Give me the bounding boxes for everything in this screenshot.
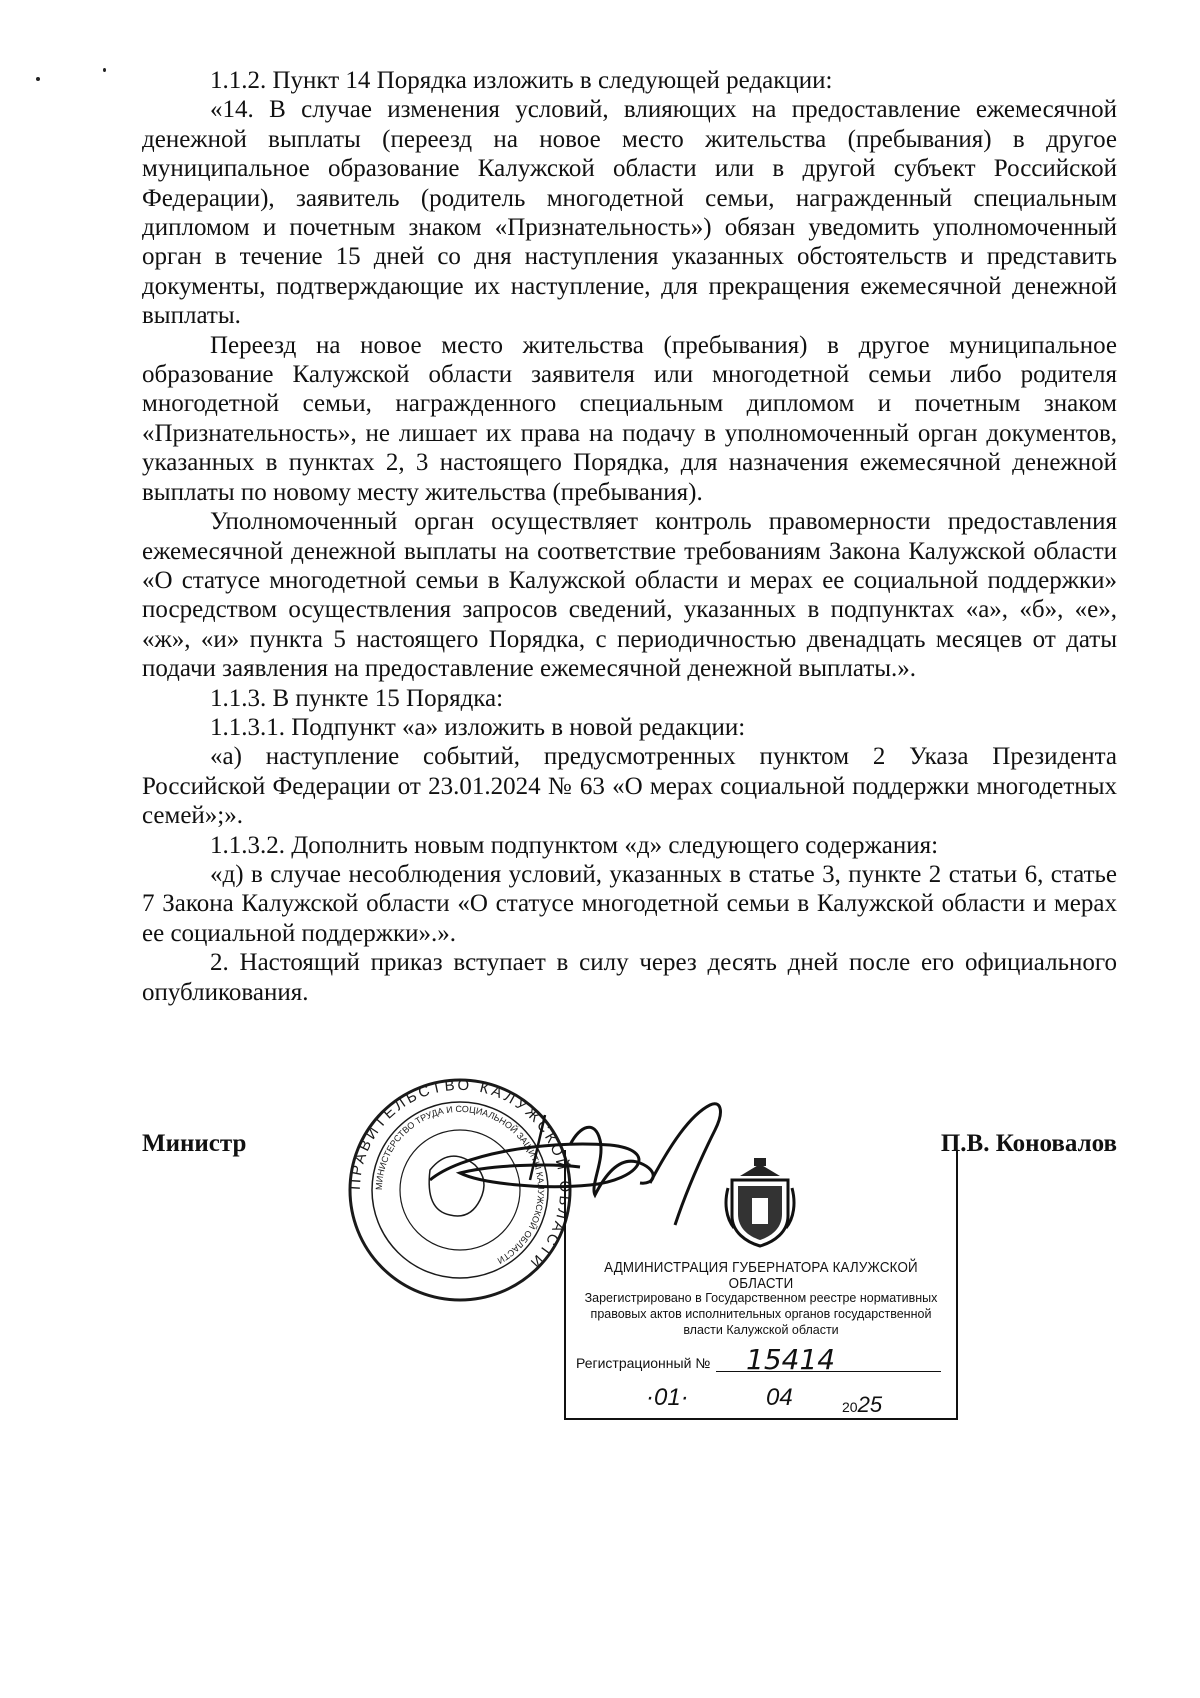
- scan-speck: [103, 68, 106, 72]
- registration-date-year-suffix: 25: [857, 1392, 883, 1417]
- signatory-name: П.В. Коновалов: [940, 1130, 1117, 1157]
- paragraph: 1.1.2. Пункт 14 Порядка изложить в следующей редакции:: [210, 67, 833, 94]
- paragraph: «14. В случае изменения условий, влияющих на предоставление ежемесячной денежной выплаты (переезд на новое место жительства (пребывания) в другое муниципальное образование Калужской области или в другой субъект Российской Федерации), заявитель (родитель многодетной семьи, награжденный специальным дипломом и почетным знаком «Признательность») обязан уведомить уполномоченный орган в течение 15 дней со дня наступления указанных обстоятельств и представить документы, подтверждающие их наступление, для прекращения ежемесячной денежной выплаты.: [142, 96, 1117, 330]
- seal-outer-text: ПРАВИТЕЛЬСТВО КАЛУЖСКОЙ ОБЛАСТИ: [346, 1076, 574, 1273]
- document-body: [142, 66, 1117, 1007]
- coat-of-arms-icon: [724, 1158, 796, 1248]
- registration-org: АДМИНИСТРАЦИЯ ГУБЕРНАТОРА КАЛУЖСКОЙ ОБЛАСТИ: [604, 1260, 918, 1292]
- scan-speck: [36, 77, 40, 81]
- paragraph: 1.1.3.1. Подпункт «а» изложить в новой редакции:: [210, 713, 746, 741]
- registration-date-year-prefix: 20: [842, 1399, 858, 1415]
- registration-number-row: [576, 1343, 946, 1376]
- registration-stamp: [564, 1150, 958, 1420]
- registration-date-day: ·01·: [646, 1384, 689, 1411]
- registration-note: Зарегистрировано в Государственном реестре нормативных правовых актов исполнительных органов государственной власти Калужской области: [584, 1291, 938, 1337]
- paragraph: 1.1.3.2. Дополнить новым подпунктом «д» следующего содержания:: [210, 831, 939, 859]
- registration-date-year: [842, 1392, 882, 1418]
- paragraph: «а) наступление событий, предусмотренных пунктом 2 Указа Президента Российской Федерации от 23.01.2024 № 63 «О мерах социальной поддержки многодетных семей»;».: [142, 743, 1117, 830]
- paragraph: «д) в случае несоблюдения условий, указанных в статье 3, пункте 2 статьи 6, статье 7 Закона Калужской области «О статусе многодетной семьи в Калужской области и мерах ее социальной поддержки».».: [142, 860, 1117, 947]
- paragraph: 1.1.3. В пункте 15 Порядка:: [210, 684, 504, 712]
- paragraph: Переезд на новое место жительства (пребывания) в другое муниципальное образование Калужской области заявителя или многодетной семьи либо родителя многодетной семьи, награжденного специальным дипломом и почетным знаком «Признательность», не лишает их права на подачу в уполномоченный орган документов, указанных в пунктах 2, 3 настоящего Порядка, для назначения ежемесячной денежной выплаты по новому месту жительства (пребывания).: [142, 331, 1117, 506]
- registration-number-value: 15414: [746, 1343, 836, 1376]
- seal-inner-text: МИНИСТЕРСТВО ТРУДА И СОЦИАЛЬНОЙ ЗАЩИТЫ КАЛУЖСКОЙ ОБЛАСТИ: [373, 1103, 547, 1266]
- signatory-position: Министр: [142, 1130, 247, 1157]
- registration-number-label: Регистрационный №: [576, 1355, 711, 1371]
- paragraph: Уполномоченный орган осуществляет контроль правомерности предоставления ежемесячной денежной выплаты на соответствие требованиям Закона Калужской области «О статусе многодетной семьи в Калужской области и мерах ее социальной поддержки» посредством осуществления запросов сведений, указанных в подпунктах «а», «б», «е», «ж», «и» пункта 5 настоящего Порядка, с периодичностью двенадцать месяцев от даты подачи заявления на предоставление ежемесячной денежной выплаты.».: [142, 508, 1117, 683]
- registration-date-month: 04: [766, 1384, 793, 1411]
- paragraph: 2. Настоящий приказ вступает в силу через десять дней после его официального опубликования.: [142, 949, 1117, 1006]
